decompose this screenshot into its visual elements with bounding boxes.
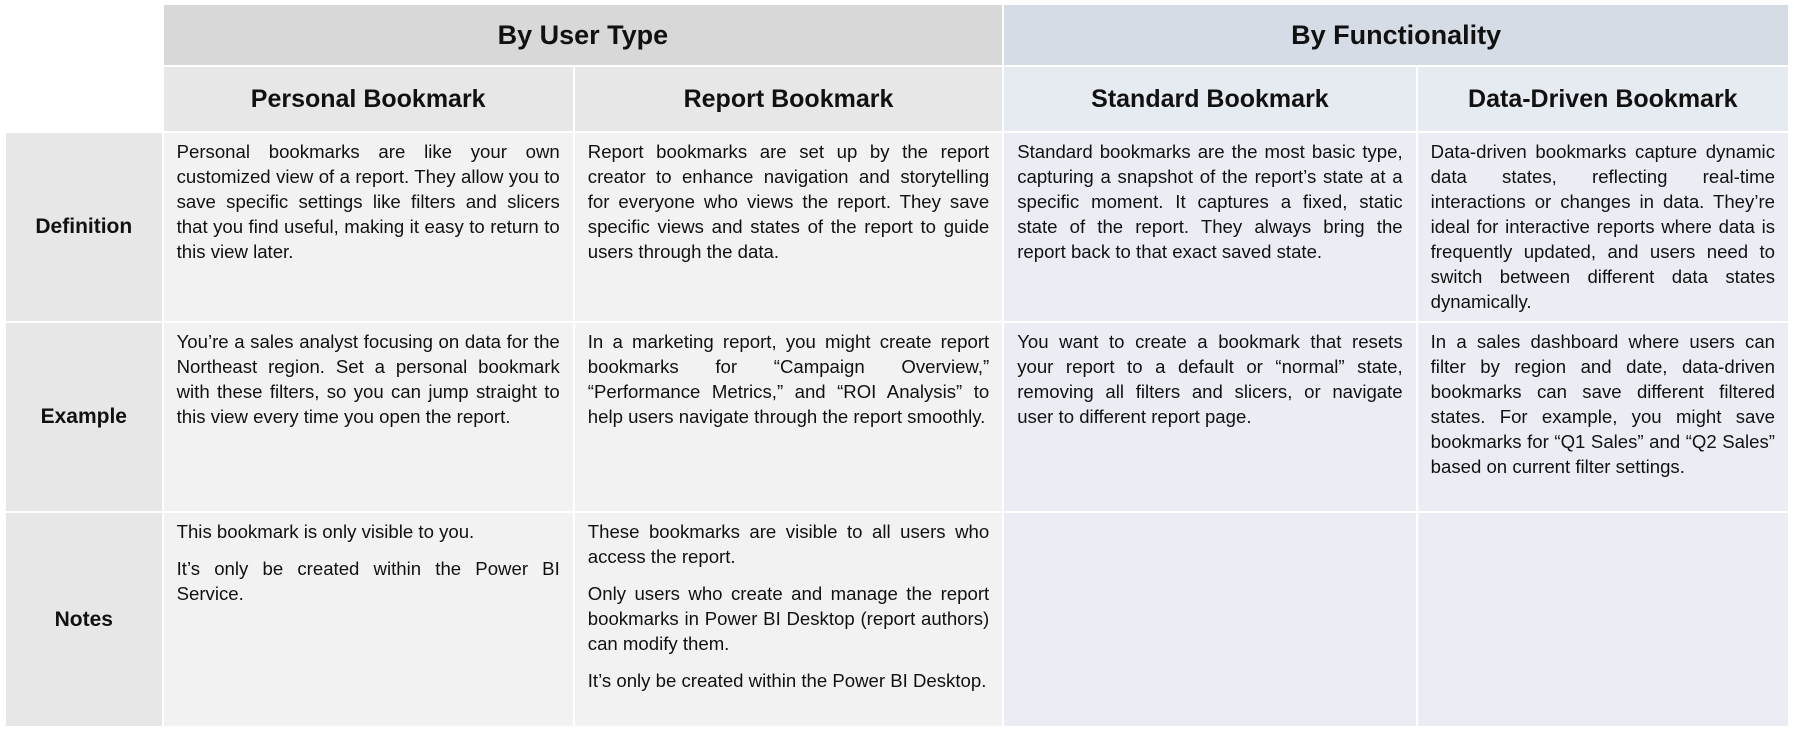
table-row-notes xyxy=(5,512,1789,727)
example-standard-cell: You want to create a bookmark that resets your report to a default or “normal” state, removing all filters and slicers, or navigate user to different report page. xyxy=(1003,322,1416,512)
column-header-row xyxy=(5,66,1789,132)
definition-personal-cell: Personal bookmarks are like your own customized view of a report. They allow you to save specific settings like filters and slicers that you find useful, making it easy to return to this view later. xyxy=(163,132,574,322)
notes-data-driven-cell xyxy=(1417,512,1789,727)
example-data-driven-cell: In a sales dashboard where users can filter by region and date, data-driven bookmarks can save different filtered states. For example, you might save bookmarks for “Q1 Sales” and “Q2 Sales” based on current filter settings. xyxy=(1417,322,1789,512)
notes-report-paragraph: It’s only be created within the Power BI Desktop. xyxy=(587,670,987,691)
column-header-standard: Standard Bookmark xyxy=(1003,66,1416,132)
example-report-cell: In a marketing report, you might create report bookmarks for “Campaign Overview,” “Performance Metrics,” and “ROI Analysis” to help users navigate through the report smoothly. xyxy=(574,322,1003,512)
notes-personal-cell xyxy=(163,512,574,727)
definition-data-driven-cell: Data-driven bookmarks capture dynamic data states, reflecting real-time interactions or changes in data. They’re ideal for interactive reports where data is frequently updated, and users need to switch between different data states dynamically. xyxy=(1417,132,1789,322)
column-header-report: Report Bookmark xyxy=(574,66,1003,132)
notes-report-paragraph: Only users who create and manage the report bookmarks in Power BI Desktop (report authors) can modify them. xyxy=(587,583,990,654)
notes-personal-paragraph: It’s only be created within the Power BI Service. xyxy=(176,558,560,604)
notes-standard-cell xyxy=(1003,512,1416,727)
column-header-data-driven: Data-Driven Bookmark xyxy=(1417,66,1789,132)
group-header-row xyxy=(5,4,1789,66)
group-header-functionality: By Functionality xyxy=(1003,4,1789,66)
row-header-notes: Notes xyxy=(5,512,163,727)
bookmark-comparison-table xyxy=(4,3,1790,728)
notes-report-paragraph: These bookmarks are visible to all users who access the report. xyxy=(587,521,990,567)
row-header-example: Example xyxy=(5,322,163,512)
corner-cell xyxy=(5,4,163,132)
group-header-user-type: By User Type xyxy=(163,4,1004,66)
definition-standard-cell: Standard bookmarks are the most basic type, capturing a snapshot of the report’s state at a specific moment. It captures a fixed, static state of the report. They always bring the report back to that exact saved state. xyxy=(1003,132,1416,322)
column-header-personal: Personal Bookmark xyxy=(163,66,574,132)
table-row-example xyxy=(5,322,1789,512)
row-header-definition: Definition xyxy=(5,132,163,322)
table-row-definition xyxy=(5,132,1789,322)
notes-report-cell xyxy=(574,512,1003,727)
example-personal-cell: You’re a sales analyst focusing on data for the Northeast region. Set a personal bookmark with these filters, so you can jump straight to this view every time you open the report. xyxy=(163,322,574,512)
definition-report-cell: Report bookmarks are set up by the report creator to enhance navigation and storytelling for everyone who views the report. They save specific views and states of the report to guide users through the data. xyxy=(574,132,1003,322)
notes-personal-paragraph: This bookmark is only visible to you. xyxy=(176,521,475,542)
